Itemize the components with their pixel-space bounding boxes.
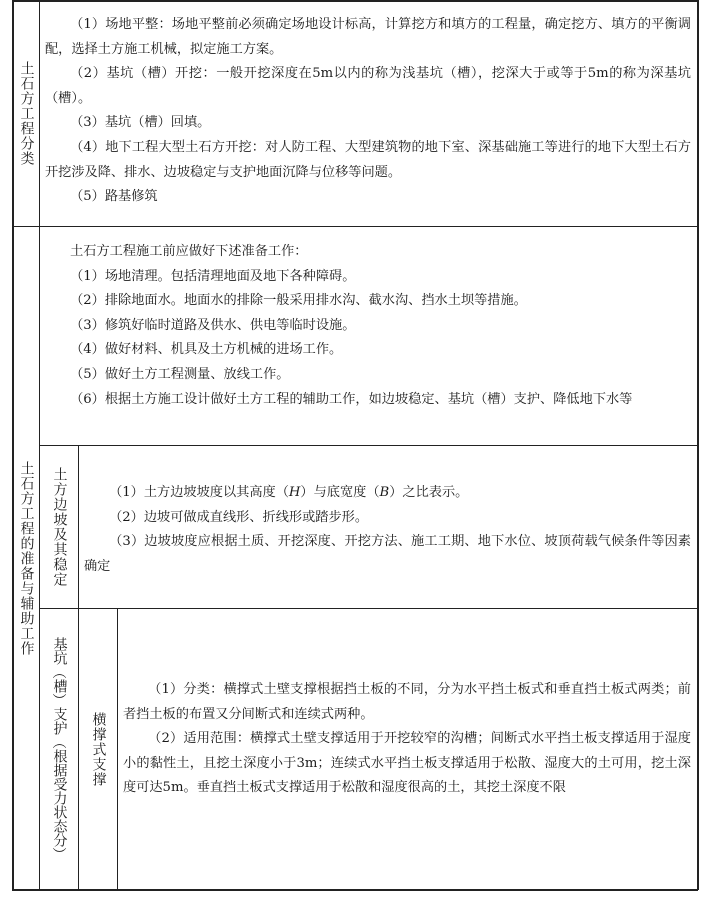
support-content xyxy=(123,678,691,801)
slope-item-1 xyxy=(84,481,691,506)
vertical-label-text: 土石方工程的准备与辅助工作 xyxy=(18,460,35,656)
preparation-intro: 土石方工程施工前应做好下述准备工作： xyxy=(70,244,308,259)
classification-item-4: （4）地下工程大型土石方开挖：对人防工程、大型建筑物的地下室、深基础施工等进行的地下大型土石方开挖涉及降、排水、边坡稳定与支护地面沉降与位移等问题。 xyxy=(45,139,691,180)
classification-item-2: （2）基坑（槽）开挖：一般开挖深度在5m以内的称为浅基坑（槽），挖深大于或等于5m的称为深基坑（槽）。 xyxy=(45,66,691,106)
classification-item-5: （5）路基修筑 xyxy=(70,189,158,205)
support-label-mid2: 支护 xyxy=(51,707,68,735)
slope-label xyxy=(40,446,78,608)
slope-item-1-pre: （1）土方边坡坡度以其高度（ xyxy=(109,485,289,500)
slope-content xyxy=(84,481,691,579)
row-divider-3 xyxy=(40,608,698,609)
support-label-bottom: 根据受力状态分 xyxy=(51,749,68,847)
slope-item-2: （2）边坡可做成直线形、折线形或踏步形。 xyxy=(109,509,369,525)
preparation-item-5: （5）做好土方工程测量、放线工作。 xyxy=(70,366,290,382)
support-item-1: （1）分类：横撑式土壁支撑根据挡土板的不同，分为水平挡土板式和垂直挡土板式两类；前者挡土板的布置又分间断式和连续式两种。 xyxy=(123,682,691,722)
support-label-paren-close: ） xyxy=(50,693,66,707)
border-bottom xyxy=(12,889,698,891)
support-label-paren-open: （ xyxy=(50,665,66,679)
support-label-paren2-close: ） xyxy=(50,847,66,861)
row-divider-1 xyxy=(12,226,698,227)
support-type-label xyxy=(79,609,117,889)
section-label-classification xyxy=(13,0,39,226)
preparation-item-2: （2）排除地面水。地面水的排除一般采用排水沟、截水沟、挡水土坝等措施。 xyxy=(70,293,527,309)
vertical-label-text: 土方边坡及其稳定 xyxy=(51,467,68,587)
support-type-column-divider xyxy=(117,608,118,890)
preparation-content xyxy=(45,240,691,412)
slope-var-h: H xyxy=(288,485,301,500)
border-top xyxy=(12,0,698,2)
vertical-label-text: 横撑式支撑 xyxy=(90,711,107,787)
classification-item-3: （3）基坑（槽）回填。 xyxy=(70,115,211,131)
preparation-item-1: （1）场地清理。包括清理地面及地下各种障碍。 xyxy=(70,268,356,284)
slope-var-b: B xyxy=(379,485,390,500)
support-label-stack xyxy=(51,637,68,861)
support-label-paren2-open: （ xyxy=(50,735,66,749)
preparation-item-4: （4）做好材料、机具及土方机械的进场工作。 xyxy=(70,342,343,358)
slope-item-1-post: ）之比表示。 xyxy=(389,485,469,500)
slope-item-3: （3）边坡坡度应根据土质、开挖深度、开挖方法、施工工期、地下水位、坡顶荷载气候条件等因素确定 xyxy=(84,534,691,574)
support-label xyxy=(40,609,78,889)
section-label-preparation xyxy=(13,227,39,889)
preparation-item-6: （6）根据土方施工设计做好土方工程的辅助工作，如边坡稳定、基坑（槽）支护、降低地下水等 xyxy=(70,391,633,407)
support-item-2: （2）适用范围：横撑式土壁支撑适用于开挖较窄的沟槽；间断式水平挡土板支撑适用于湿度小的黏性土，且挖土深度小于3m；连续式水平挡土板支撑适用于松散、湿度大的土可用，挖土深度可达5m。垂直挡土板式支撑适用于松散和湿度很高的土，其挖土深度不限 xyxy=(123,731,691,796)
support-label-top: 基坑 xyxy=(51,637,68,665)
preparation-item-3: （3）修筑好临时道路及供水、供电等临时设施。 xyxy=(70,317,356,333)
classification-content xyxy=(45,13,691,210)
support-label-mid: 槽 xyxy=(51,679,68,693)
classification-item-1: （1）场地平整：场地平整前必须确定场地设计标高，计算挖方和填方的工程量，确定挖方、填方的平衡调配，选择土方施工机械，拟定施工方案。 xyxy=(45,17,691,57)
vertical-label-text: 土石方工程分类 xyxy=(18,60,35,166)
row-divider-2 xyxy=(40,445,698,446)
slope-item-1-mid: ）与底宽度（ xyxy=(300,485,380,500)
